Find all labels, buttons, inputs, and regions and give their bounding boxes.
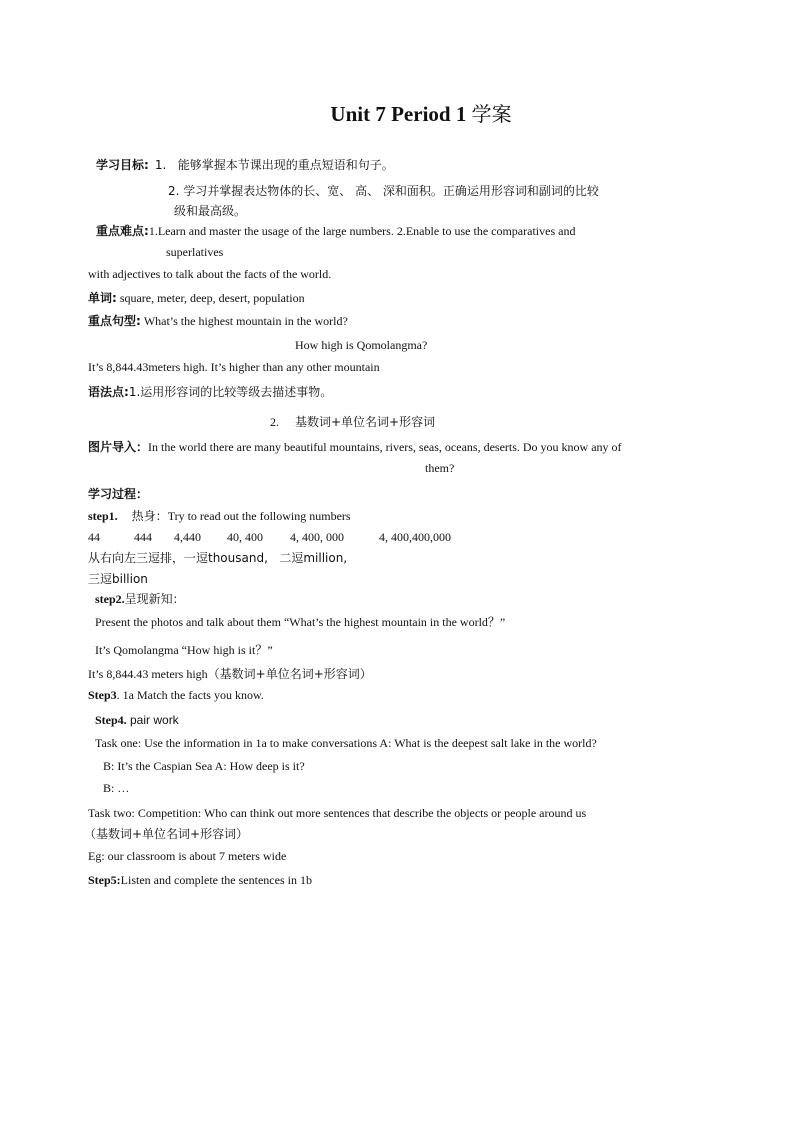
step2-text-2: It’s Qomolangma “How high is it？”	[95, 643, 273, 657]
step3-line	[88, 687, 264, 703]
objectives-label: 学习目标:	[96, 158, 149, 172]
key-points-text-1: 1.Learn and master the usage of the large numbers. 2.Enable to use the comparatives and	[148, 224, 576, 238]
step1-line	[88, 508, 351, 524]
step1-text: Try to read out the following numbers	[167, 509, 351, 523]
grammar-item-2-text: 基数词+单位名词+形容词	[295, 415, 436, 429]
grammar-item-1: 1.运用形容词的比较等级去描述事物。	[128, 385, 333, 399]
sentences-label: 重点句型:	[88, 314, 141, 328]
objectives-line-1	[96, 157, 394, 173]
step4-title: pair work	[126, 713, 179, 727]
step1-warm: 热身：	[131, 509, 168, 523]
key-points-text-2: superlatives	[166, 245, 224, 259]
number-item: 4, 400,400,000	[379, 530, 451, 544]
number-item: 40, 400	[227, 530, 263, 544]
step4-eg: Eg: our classroom is about 7 meters wide	[88, 849, 287, 863]
step1-rule-line-1: 从右向左三逗排，一逗thousand, 二逗million,	[88, 551, 348, 565]
key-points-text-3: with adjectives to talk about the facts of the world.	[88, 267, 332, 281]
sentences-line-1	[88, 313, 348, 329]
step5-line	[88, 872, 312, 888]
step1-rule-line-2: 三逗billion	[88, 572, 148, 586]
title-cn: 学案	[471, 102, 512, 126]
words-text: square, meter, deep, desert, population	[116, 291, 305, 305]
sentence-2: How high is Qomolangma?	[295, 338, 428, 352]
picture-intro-text-2: them?	[425, 461, 455, 475]
picture-intro-text-1: In the world there are many beautiful mountains, rivers, seas, oceans, deserts. Do you know any of	[148, 440, 622, 454]
title-en: Unit 7 Period 1	[330, 102, 472, 126]
objectives-item-2-line-2: 级和最高级。	[174, 204, 247, 218]
page-title	[0, 100, 794, 128]
picture-intro-label: 图片导入：	[88, 440, 149, 454]
objectives-item-1: 1. 能够掌握本节课出现的重点短语和句子。	[154, 158, 394, 172]
picture-intro-line-1	[88, 439, 622, 455]
number-item: 4, 400, 000	[290, 530, 344, 544]
grammar-line-2	[270, 414, 435, 430]
words-label: 单词:	[88, 291, 117, 305]
step2-line	[95, 591, 185, 607]
number-item: 444	[134, 530, 152, 544]
words-line	[88, 290, 305, 306]
number-item: 4,440	[174, 530, 201, 544]
step4-label: Step4.	[95, 713, 127, 727]
key-points-line-1	[96, 223, 575, 239]
step5-text: Listen and complete the sentences in 1b	[120, 873, 312, 887]
number-item: 44	[88, 530, 100, 544]
sentence-1: What’s the highest mountain in the world?	[140, 314, 348, 328]
step2-line-3	[88, 666, 372, 682]
step1-label: step1.	[88, 509, 118, 523]
step2-label-cn: 呈现新知：	[124, 592, 185, 606]
step3-text: . 1a Match the facts you know.	[116, 688, 264, 702]
step2-text-3-cn: （基数词+单位名词+形容词）	[207, 667, 372, 681]
step4-task1-b: B: It’s the Caspian Sea A: How deep is it?	[103, 759, 305, 773]
grammar-line-1	[88, 384, 332, 400]
step5-label: Step5:	[88, 873, 121, 887]
step4-task1-b2: B: …	[103, 781, 130, 795]
step4-task2: Task two: Competition: Who can think out more sentences that describe the objects or people around us	[88, 806, 587, 820]
step2-label: step2.	[95, 592, 125, 606]
key-points-label: 重点难点:	[96, 224, 149, 238]
step2-text-3-en: It’s 8,844.43 meters high	[88, 667, 208, 681]
sentence-3: It’s 8,844.43meters high. It’s higher than any other mountain	[88, 360, 380, 374]
process-label: 学习过程：	[88, 487, 149, 501]
step3-label: Step3	[88, 688, 117, 702]
grammar-label: 语法点:	[88, 385, 129, 399]
step4-line	[95, 712, 179, 728]
grammar-item-2-num: 2.	[270, 415, 279, 429]
step2-text-1: Present the photos and talk about them “What’s the highest mountain in the world？”	[95, 615, 506, 629]
step4-task1: Task one: Use the information in 1a to make conversations A: What is the deepest salt lake in the world?	[95, 736, 597, 750]
step4-task2-cn: （基数词+单位名词+形容词）	[84, 827, 249, 841]
objectives-item-2-line-1: 2. 学习并掌握表达物体的长、宽、 高、 深和面积。正确运用形容词和副词的比较	[168, 184, 599, 198]
